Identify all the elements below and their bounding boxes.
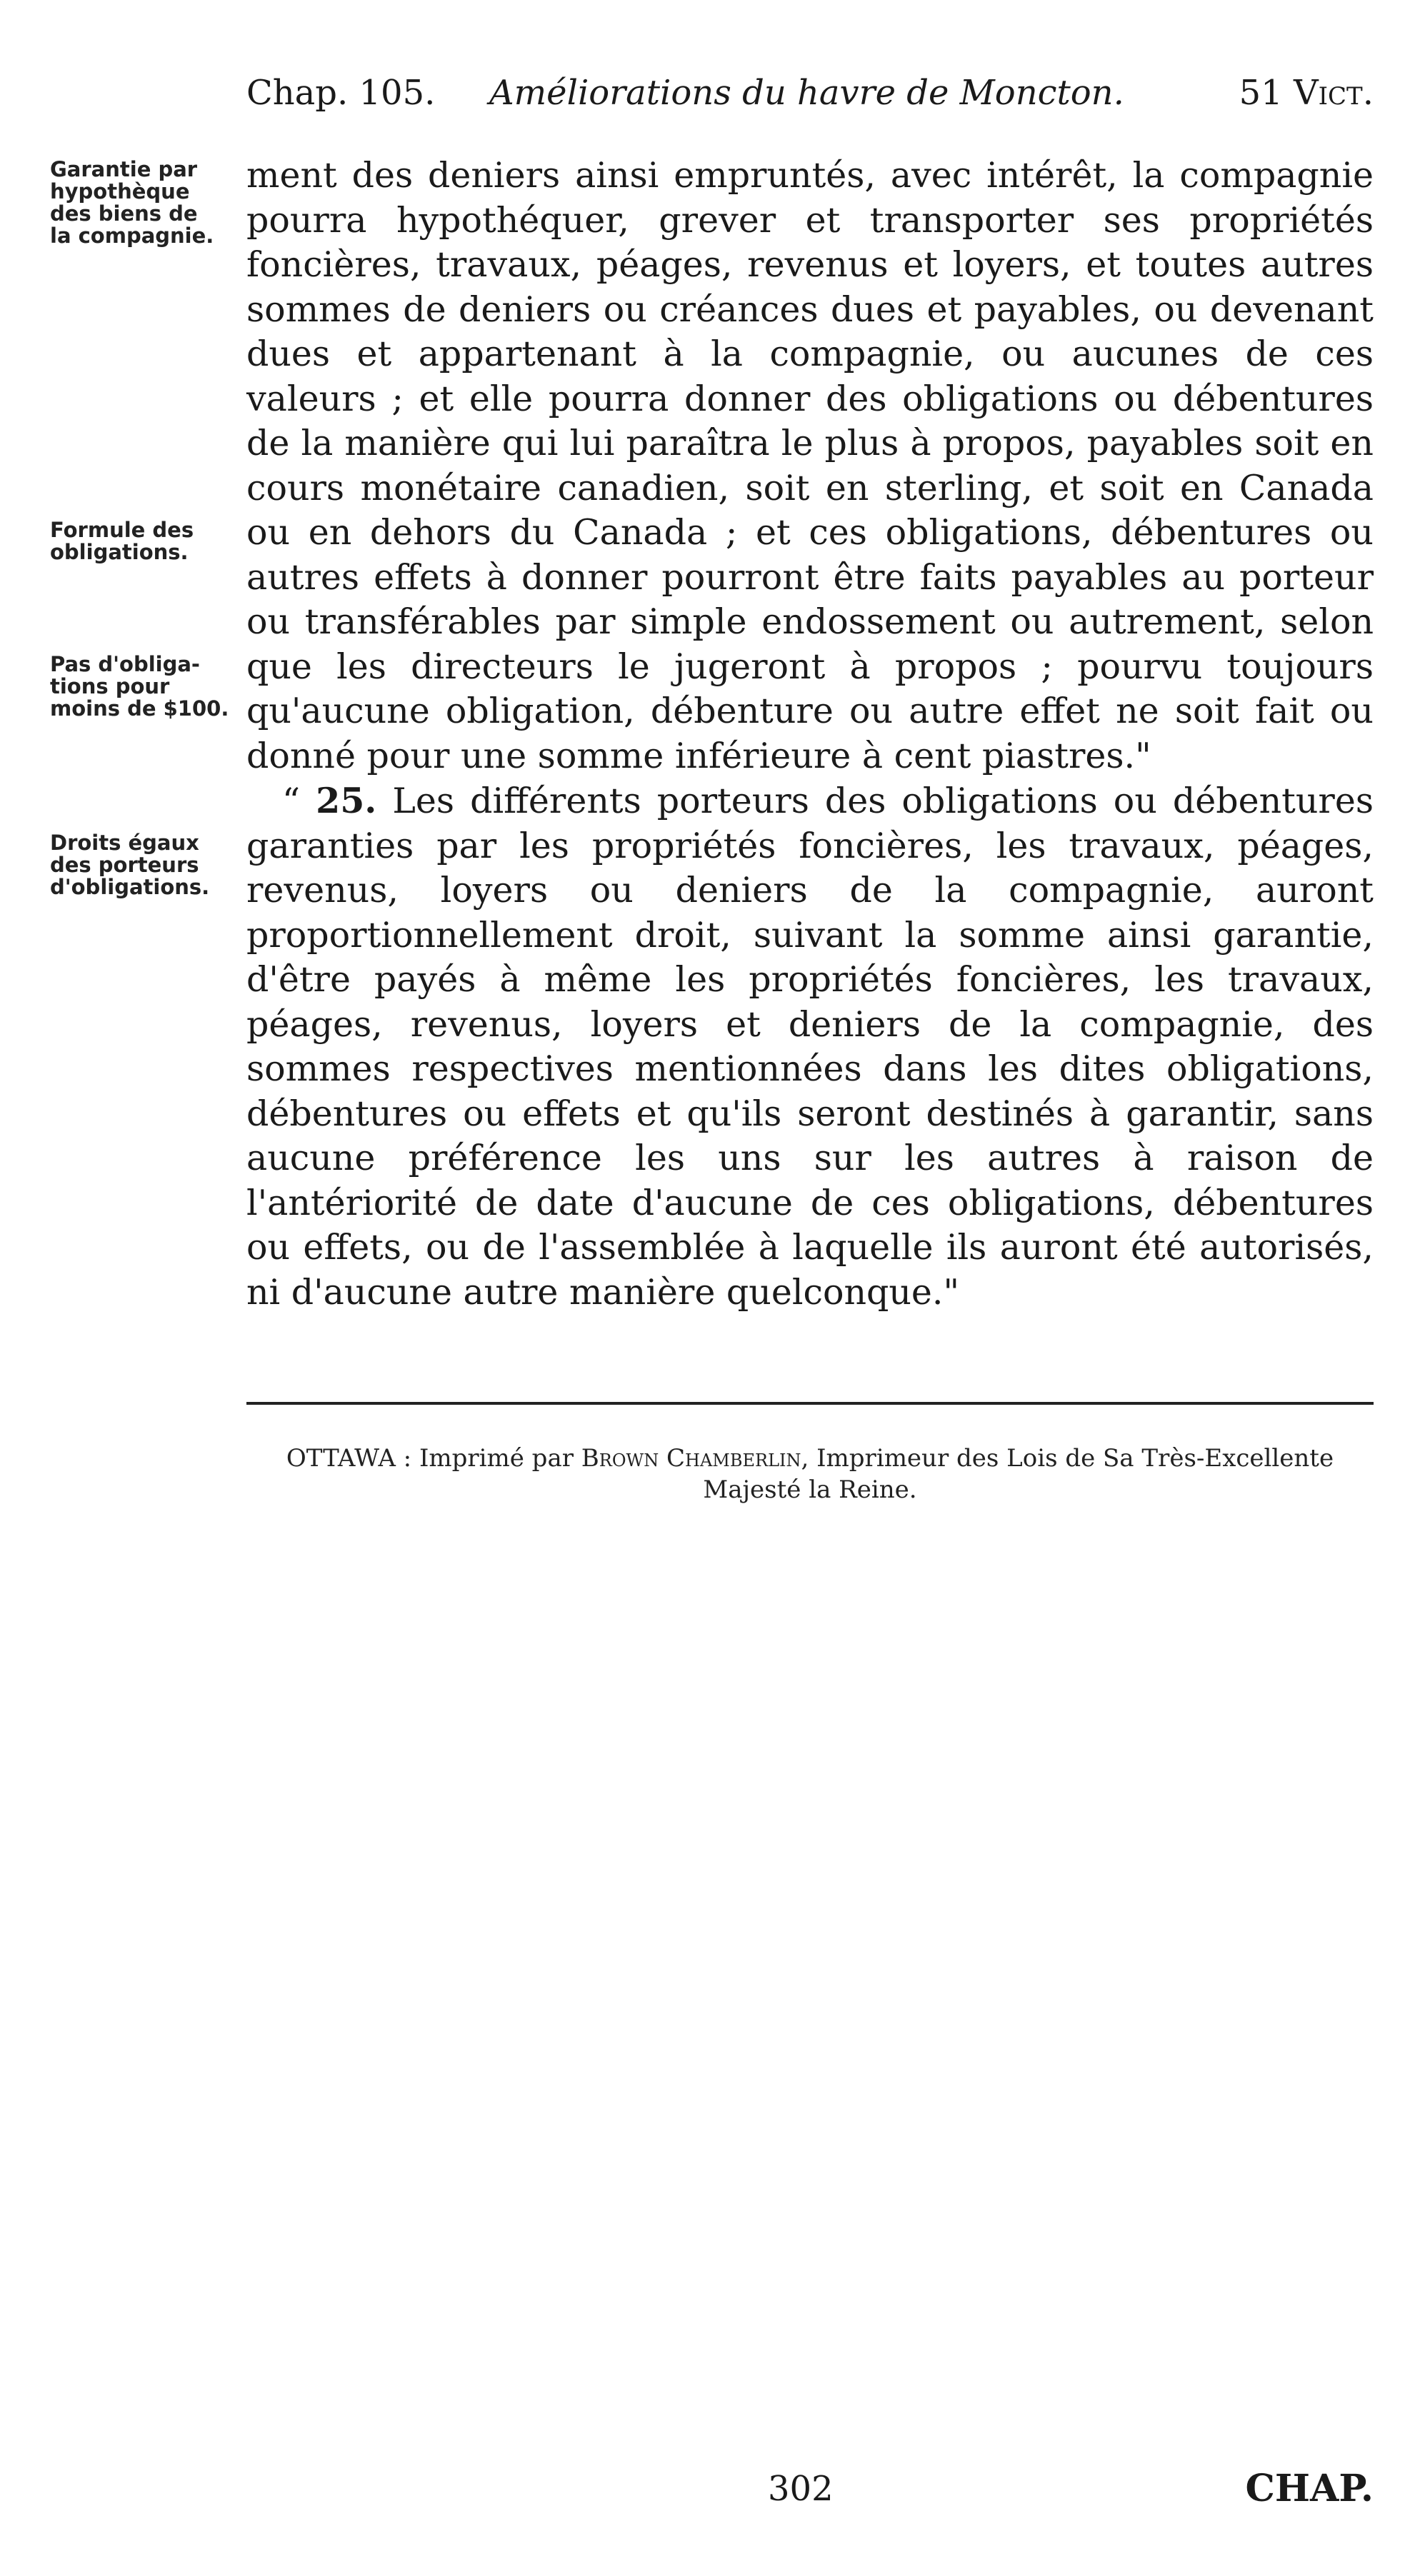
closing-rule: [246, 1402, 1374, 1405]
section-number: 25.: [316, 780, 377, 821]
imprint-printer: Brown Chamberlin,: [581, 1444, 809, 1473]
header-chapter: Chap. 105.: [246, 73, 436, 113]
margin-note-minimum: Pas d'obliga- tions pour moins de $100.: [50, 652, 229, 721]
header-regnal-year: 51 Vict.: [1239, 73, 1374, 113]
paragraph-section-25: [246, 778, 1374, 1315]
paragraph-continuation: ment des deniers ainsi empruntés, avec intérêt, la compagnie pourra hypothéquer, grever et transporter ses propriétés foncières, travaux, péages, revenus et loyers, et toutes autres sommes de deniers ou créances dues et payables, ou devenant dues et appartenant à la compagnie, ou aucunes de ces valeurs ; et elle pourra donner des obligations ou débentures de la manière qui lui paraîtra le plus à propos, payables soit en cours monétaire canadien, soit en sterling, et soit en Canada ou en dehors du Canada ; et ces obligations, débentures ou autres effets à donner pourront être faits payables au porteur ou transférables par simple endossement ou autrement, selon que les directeurs le jugeront à propos ; pourvu toujours qu'aucune obligation, débenture ou autre effet ne soit fait ou donné pour une somme inférieure à cent piastres.": [246, 155, 1374, 776]
margin-note-form: Formule des obligations.: [50, 518, 194, 564]
imprint-printed-by: Imprimé par: [419, 1444, 574, 1473]
imprint-place: OTTAWA :: [286, 1444, 412, 1473]
section-text: Les différents porteurs des obligations ou débentures garanties par les propriétés foncières, les travaux, péages, revenus, loyers ou deniers de la compagnie, auront proportionnellement droit, suivant la somme ainsi garantie, d'être payés à même les propriétés foncières, les travaux, péages, revenus, loyers et deniers de la compagnie, des sommes respectives mentionnées dans les dites obligations, débentures ou effets et qu'ils seront destinés à garantir, sans aucune préférence les uns sur les autres à raison de l'antériorité de date d'aucune de ces obligations, débentures ou effets, ou de l'assemblée à laquelle ils auront été autorisés, ni d'aucune autre manière quelconque.": [246, 781, 1374, 1313]
imprint-rest: Imprimeur des Lois de Sa Très-Excellente Majesté la Reine.: [703, 1444, 1334, 1504]
margin-note-guarantee: Garantie par hypothèque des biens de la compagnie.: [50, 157, 214, 248]
printer-imprint: [246, 1443, 1374, 1505]
running-header: [246, 68, 1374, 118]
open-quote: “: [282, 781, 301, 821]
page-number: 302: [768, 2469, 834, 2509]
body-text: [246, 154, 1374, 1315]
margin-note-equal-rights: Droits égaux des porteurs d'obligations.: [50, 831, 210, 899]
header-title: Améliorations du havre de Moncton.: [489, 73, 1124, 113]
catchword: CHAP.: [1245, 2467, 1374, 2510]
